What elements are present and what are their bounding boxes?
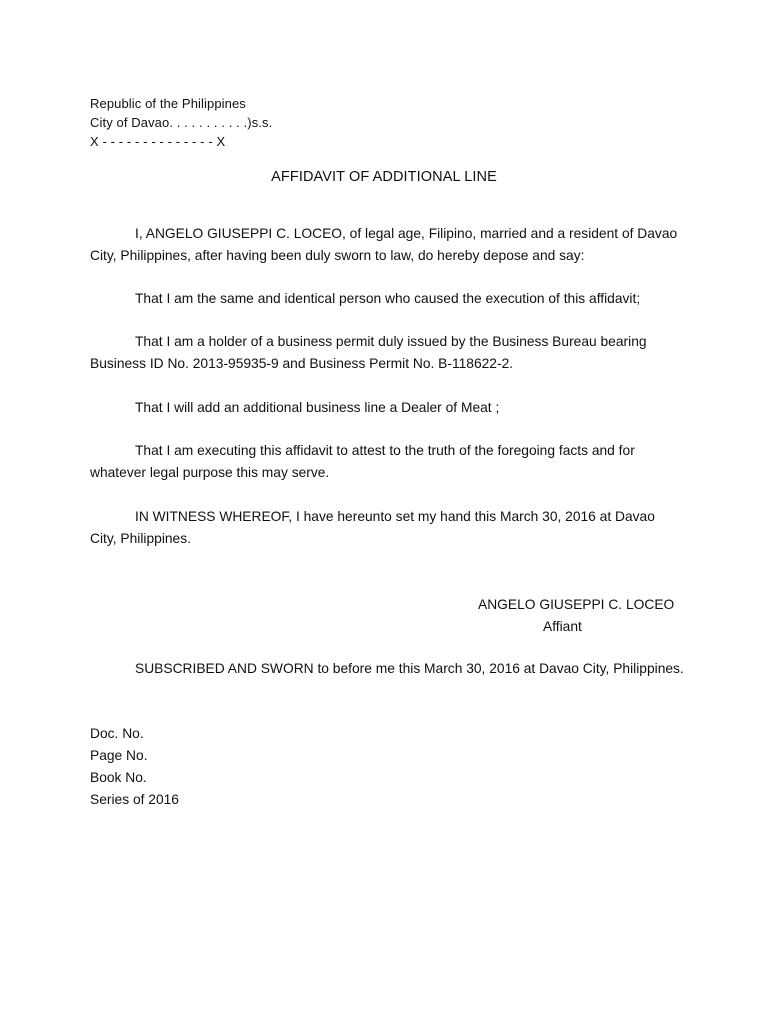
paragraph-text: IN WITNESS WHEREOF, I have hereunto set my hand this March 30, 2016 at Davao City, Philippines. [90,509,655,546]
paragraph-text: SUBSCRIBED AND SWORN to before me this March 30, 2016 at Davao City, Philippines. [135,661,684,676]
notarial-register [90,723,179,811]
document-header [90,94,272,151]
paragraph-identity [90,288,680,310]
paragraph-additional-line [90,397,680,419]
header-city-venue: City of Davao. . . . . . . . . . .)s.s. [90,115,273,130]
paragraph-text: That I am the same and identical person who caused the execution of this affidavit; [135,291,641,306]
doc-number: Doc. No. [90,726,144,741]
paragraph-text: That I will add an additional business line a Dealer of Meat ; [135,400,500,415]
affiant-name: ANGELO GIUSEPPI C. LOCEO [478,597,675,612]
paragraph-witness [90,506,680,550]
series-year: Series of 2016 [90,792,179,807]
page-number: Page No. [90,748,148,763]
paragraph-affiant-intro [90,223,680,267]
paragraph-business-permit [90,331,680,375]
paragraph-text: That I am executing this affidavit to attest to the truth of the foregoing facts and for whatever legal purpose this may serve. [90,443,635,480]
affiant-label: Affiant [543,619,582,634]
header-separator: X - - - - - - - - - - - - - - X [90,134,226,149]
book-number: Book No. [90,770,147,785]
jurat-paragraph [90,658,710,680]
paragraph-purpose [90,440,680,484]
paragraph-text: I, ANGELO GIUSEPPI C. LOCEO, of legal age, Filipino, married and a resident of Davao City, Philippines, after having been duly sworn to law, do hereby depose and say: [90,226,678,263]
paragraph-text: That I am a holder of a business permit duly issued by the Business Bureau bearing Business ID No. 2013-95935-9 and Business Permit No. B-118622-2. [90,334,647,371]
document-title: AFFIDAVIT OF ADDITIONAL LINE [271,169,497,185]
header-republic: Republic of the Philippines [90,96,246,111]
